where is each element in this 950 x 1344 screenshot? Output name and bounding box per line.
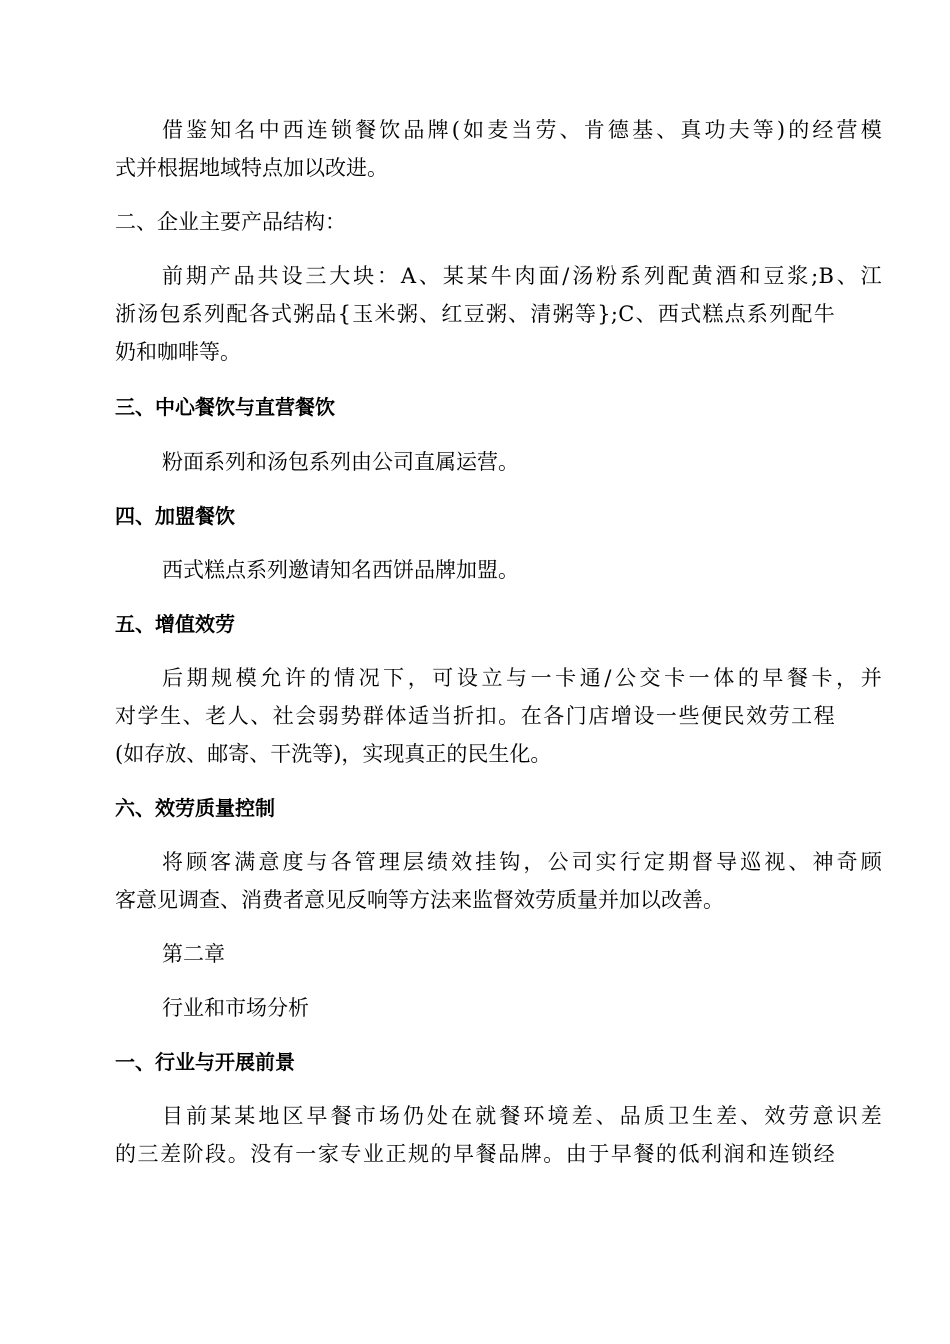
section-heading: 一、行业与开展前景 [115,1050,295,1074]
paragraph-line: 式并根据地域特点加以改进。 [115,156,388,180]
section-heading: 三、中心餐饮与直营餐饮 [115,395,335,419]
paragraph-line: 后期规模允许的情况下，可设立与一卡通/公交卡一体的早餐卡，并 [162,666,882,690]
paragraph-line: 目前某某地区早餐市场仍处在就餐环境差、品质卫生差、效劳意识差 [162,1104,882,1128]
paragraph-line: 客意见调查、消费者意见反响等方法来监督效劳质量并加以改善。 [115,888,724,912]
section-heading: 六、效劳质量控制 [115,796,275,820]
paragraph-line: 借鉴知名中西连锁餐饮品牌(如麦当劳、肯德基、真功夫等)的经营模 [162,118,882,142]
paragraph-line: (如存放、邮寄、干洗等)，实现真正的民生化。 [115,742,552,766]
section-heading: 五、增值效劳 [115,612,235,636]
paragraph-line: 的三差阶段。没有一家专业正规的早餐品牌。由于早餐的低利润和连锁经 [115,1142,835,1166]
paragraph-line: 对学生、老人、社会弱势群体适当折扣。在各门店增设一些便民效劳工程 [115,704,835,728]
paragraph-line: 西式糕点系列邀请知名西饼品牌加盟。 [162,558,519,582]
chapter-number: 第二章 [162,942,225,966]
chapter-title: 行业和市场分析 [162,996,309,1020]
paragraph-line: 将顾客满意度与各管理层绩效挂钩，公司实行定期督导巡视、神奇顾 [162,850,882,874]
paragraph-line: 浙汤包系列配各式粥品{玉米粥、红豆粥、清粥等};C、西式糕点系列配牛 [115,302,835,326]
section-heading: 二、企业主要产品结构： [115,210,346,234]
paragraph-line: 奶和咖啡等。 [115,340,241,364]
paragraph-line: 粉面系列和汤包系列由公司直属运营。 [162,450,519,474]
paragraph-line: 前期产品共设三大块：A、某某牛肉面/汤粉系列配黄酒和豆浆;B、江 [162,264,882,288]
section-heading: 四、加盟餐饮 [115,504,235,528]
